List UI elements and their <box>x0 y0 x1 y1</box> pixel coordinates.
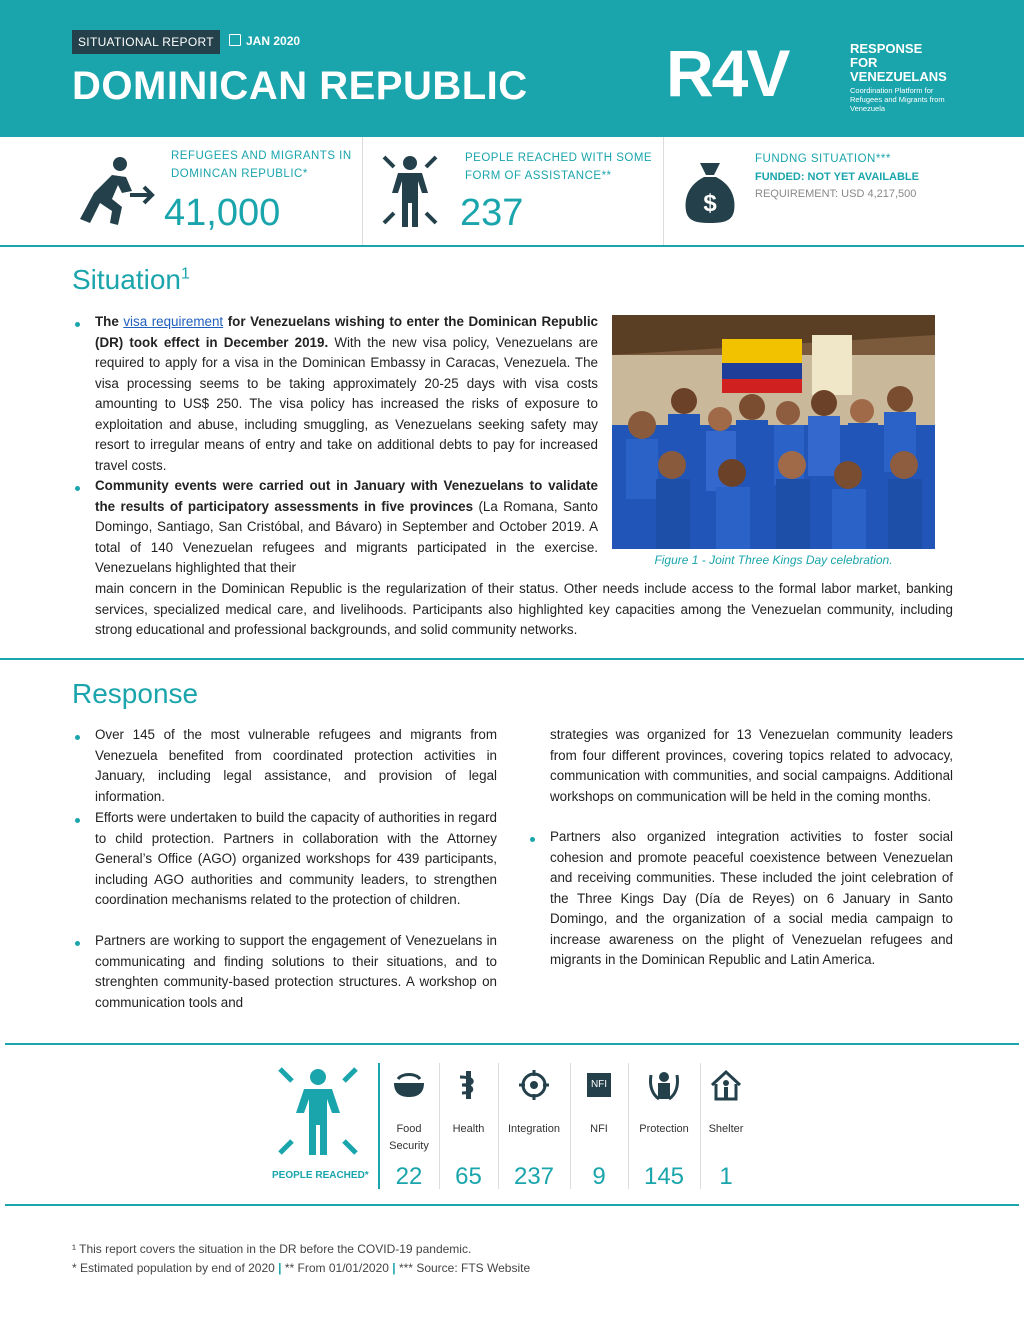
situation-heading-text: Situation <box>72 264 181 295</box>
refugees-value: 41,000 <box>164 192 281 234</box>
situation-b1-pre: The <box>95 314 124 329</box>
people-reached-panel <box>0 1043 1024 1207</box>
sector-value: 1 <box>719 1163 733 1190</box>
sector-label: Health <box>452 1123 485 1135</box>
logo-mark: R4V <box>666 36 789 110</box>
bullet-dot <box>75 322 80 327</box>
situation-bullet-2 <box>95 476 598 579</box>
photo-caption: Figure 1 - Joint Three Kings Day celebration. <box>654 553 893 567</box>
person-reached-icon <box>372 151 448 231</box>
funding-requirement: REQUIREMENT: USD 4,217,500 <box>755 188 917 200</box>
sector-food-security <box>380 1059 438 1194</box>
sector-protection <box>629 1059 699 1194</box>
shelter-icon <box>701 1069 751 1101</box>
photo-illustration <box>612 315 935 549</box>
report-date <box>229 34 300 48</box>
sector-value: 9 <box>592 1163 606 1190</box>
sector-value: 145 <box>643 1163 685 1190</box>
visa-requirement-link[interactable]: visa requirement <box>123 314 224 329</box>
response-bullet-2: Efforts were undertaken to build the capacity of authorities in regard to child protection. Partners in collaboration with the Attorney General’s Office (AGO) organized workshops for 439 participants, including AGO authorities and community leaders, to strengthen coordination mechanisms related to the protection of children. <box>95 810 497 907</box>
protection-icon <box>629 1069 699 1101</box>
logo-text <box>850 42 947 113</box>
stat-divider <box>362 137 363 245</box>
situation-b1-text: With the new visa policy, Venezuelans are required to apply for a visa in the Dominican Embassy in Caracas, Venezuela. The visa processing seems to be taking approximately 20-25 days with visa costs amounting to US$ 250. The visa policy has increased the risks of exposure to exploitation and abuse, including smuggling, as Venezuelans seeking safety may resort to irregular means of entry and take on additional debts to pay for increased travel costs. <box>95 334 598 473</box>
food-bowl-icon <box>380 1069 438 1101</box>
sector-label: Shelter <box>708 1123 744 1135</box>
bullet-dot <box>530 837 535 842</box>
person-reached-icon <box>270 1063 366 1159</box>
integration-icon <box>499 1069 569 1101</box>
bullet-dot <box>75 735 80 740</box>
sector-value: 65 <box>455 1163 482 1190</box>
sector-health <box>440 1059 497 1194</box>
footnote-from-date: ** From 01/01/2020 <box>284 1261 389 1275</box>
money-bag-icon <box>684 159 736 225</box>
sector-label: Food Security <box>389 1123 429 1152</box>
report-date-text: JAN 2020 <box>246 34 301 48</box>
response-bullet-4: Partners also organized integration activities to foster social cohesion and promote peaceful coexistence between Venezuelan and receiving communities. These included the joint celebration of the Three Kings Day (Día de Reyes) on 6 January in Santo Domingo, and the organization of a social media campaign to increase awareness on the plight of Venezuelan refugees and migrants in the Dominican Republic and Latin America. <box>550 829 953 967</box>
logo-title-2: VENEZUELANS <box>850 69 947 84</box>
r4v-logo <box>666 36 947 113</box>
section-divider <box>5 1204 1019 1206</box>
footnote-separator: | <box>392 1261 396 1275</box>
footnote-separator: | <box>278 1261 282 1275</box>
reached-label: PEOPLE REACHED WITH SOME FORM OF ASSISTANCE** <box>465 152 653 182</box>
response-bullet-3-cont: strategies was organized for 13 Venezuelan community leaders from four different provinces, covering topics related to advocacy, communication with communities, and social campaigns. Additional workshops on communication will be held in the coming months. <box>550 727 953 804</box>
sector-label: Protection <box>639 1123 689 1135</box>
sector-nfi <box>571 1059 627 1194</box>
situation-footnote-ref: 1 <box>180 265 190 283</box>
logo-title-1: RESPONSE FOR <box>850 41 923 70</box>
situation-b1-bold: for Venezuelans wishing to enter the Dominican Republic (DR) took effect in December 2019. <box>95 314 598 350</box>
sector-value: 237 <box>513 1163 555 1190</box>
page-title: DOMINICAN REPUBLIC <box>72 64 528 108</box>
funding-status: FUNDED: NOT YET AVAILABLE <box>755 171 919 183</box>
report-type-tag: SITUATIONAL REPORT <box>72 30 220 54</box>
sector-value: 22 <box>395 1163 423 1190</box>
bullet-dot <box>75 486 80 491</box>
nfi-icon-text: NFI <box>587 1073 611 1097</box>
footnote-source: *** Source: FTS Website <box>398 1261 531 1275</box>
three-kings-day-photo <box>612 315 935 549</box>
calendar-icon <box>229 34 241 46</box>
sector-label: Integration <box>508 1123 560 1135</box>
bullet-dot <box>75 818 80 823</box>
section-divider <box>0 658 1024 660</box>
situation-b2-text: (La Romana, Santo Domingo, Santiago, San Cristóbal, and Bávaro) in September and October 2019. A total of 140 Venezuelan refugees and migrants participated in the exercise. Venezuelans highlighted that their <box>95 498 598 575</box>
reached-value: 237 <box>460 192 524 234</box>
response-bullet-3: Partners are working to support the engagement of Venezuelans in communicating and finding solutions to their situations, and to strenghten community-based protection structures. A workshop on communication tools and <box>95 933 497 1010</box>
key-figures <box>0 137 1024 247</box>
funding-label: FUNDNG SITUATION*** <box>755 153 891 165</box>
bullet-dot <box>75 941 80 946</box>
stat-divider <box>663 137 664 245</box>
health-icon <box>440 1069 497 1101</box>
sector-integration <box>499 1059 569 1194</box>
situation-bullet-1 <box>95 312 598 476</box>
header-banner <box>0 0 1024 137</box>
situation-b2-bold: Community events were carried out in January with Venezuelans to validate the results of participatory assessments in five provinces <box>95 478 598 514</box>
footnote-2 <box>72 1261 530 1275</box>
response-heading: Response <box>72 678 199 709</box>
running-person-icon <box>76 155 158 227</box>
situation-bullet-2-cont: main concern in the Dominican Republic is the regularization of their status. Other needs include access to the formal labor market, banking services, specialized medical care, and livelihoods. Participants also highlighted key capacities among the Venezuelan community, including strong educational and professional backgrounds, and solid community networks. <box>95 581 953 637</box>
response-bullet-1: Over 145 of the most vulnerable refugees and migrants from Venezuela benefited from coordinated protection activities in January, including legal assistance, and provision of legal information. <box>95 727 497 804</box>
nfi-icon <box>571 1069 627 1101</box>
svg-text:$: $ <box>703 190 717 217</box>
footnote-estimate: * Estimated population by end of 2020 <box>72 1261 275 1275</box>
sector-label: NFI <box>590 1123 608 1135</box>
sector-shelter <box>701 1059 751 1194</box>
footnote-1: ¹ This report covers the situation in the DR before the COVID-19 pandemic. <box>72 1242 472 1256</box>
people-reached-label: PEOPLE REACHED* <box>272 1170 369 1181</box>
situation-heading <box>72 264 190 296</box>
logo-subtitle: Coordination Platform for Refugees and Migrants from Venezuela <box>850 86 945 113</box>
refugees-label: REFUGEES AND MIGRANTS IN DOMINCAN REPUBLIC* <box>171 150 352 180</box>
